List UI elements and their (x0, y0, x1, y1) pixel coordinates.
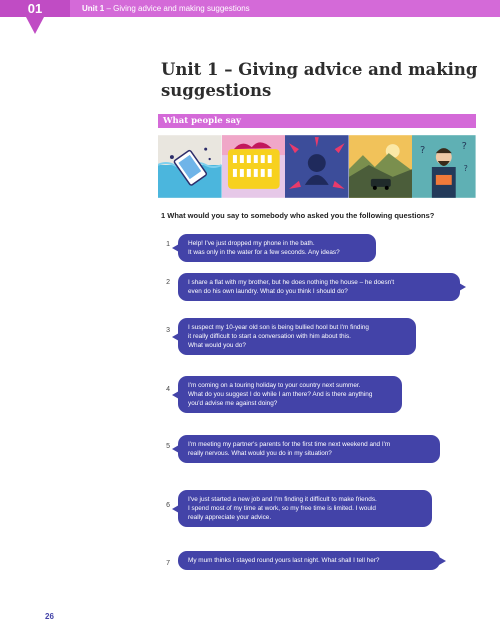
running-header-subtitle: – Giving advice and making suggestions (104, 4, 250, 13)
question-1: 1 What would you say to somebody who asked you the following questions? (161, 211, 435, 220)
running-header-unit: Unit 1 (82, 4, 105, 13)
road-trip-illustration (349, 135, 413, 198)
bubble-line: I've just started a new job and I'm finding it difficult to make friends. (188, 496, 377, 503)
section-bar (158, 114, 476, 128)
bubble-line: it really difficult to start a conversation with him about this. (188, 333, 351, 340)
bubble-tail (172, 244, 179, 252)
bubble-line: really appreciate your advice. (188, 514, 272, 521)
page-number: 26 (45, 612, 54, 621)
bubble-tail (459, 283, 466, 291)
bubble-line: you'd advise me against doing? (188, 400, 278, 407)
item-number: 6 (166, 502, 170, 509)
speech-bubble (178, 490, 432, 527)
bubble-line: I'm coming on a touring holiday to your country next summer. (188, 382, 361, 389)
bubble-line: What would you do? (188, 342, 246, 349)
bubble-tail (172, 333, 179, 341)
illustration-strip (158, 135, 476, 198)
running-header (82, 0, 250, 17)
section-label: What people say (163, 116, 241, 126)
bubble-tail (439, 557, 446, 565)
speech-bubble (178, 234, 376, 262)
bullying-illustration (285, 135, 349, 198)
svg-text:?: ? (420, 145, 426, 157)
speech-bubble (178, 318, 416, 355)
bubble-line: I share a flat with my brother, but he does nothing the house – he doesn't (188, 279, 395, 286)
item-number: 1 (166, 241, 170, 248)
chapter-number: 01 (27, 1, 43, 16)
item-number: 3 (166, 327, 170, 334)
bubble-line: I'm meeting my partner's parents for the first time next weekend and I'm (188, 441, 391, 448)
page-title: Unit 1 – Giving advice and making suggestions (161, 60, 478, 100)
bubble-line: Help! I've just dropped my phone in the bath. (188, 240, 315, 247)
item-number: 4 (166, 386, 170, 393)
phone-in-water-illustration (158, 135, 222, 198)
chapter-tab (0, 0, 70, 34)
bubble-line: really nervous. What would you do in my situation? (188, 450, 332, 457)
header-band (0, 0, 500, 17)
bubble-line: My mum thinks I stayed round yours last night. What shall I tell her? (188, 557, 380, 564)
speech-bubble (178, 376, 402, 413)
bubble-line: even do his own laundry. What do you think I should do? (188, 288, 348, 295)
bubble-tail (172, 505, 179, 513)
svg-text:?: ? (462, 141, 468, 153)
bubble-line: I spend most of my time at work, so my free time is limited. I would (188, 505, 376, 512)
bubble-line: I suspect my 10-year old son is being bullied hool but I'm finding (188, 324, 369, 331)
item-number: 5 (166, 443, 170, 450)
item-number: 2 (166, 279, 170, 286)
svg-text:?: ? (464, 163, 469, 173)
speech-bubble (178, 435, 440, 463)
laundry-basket-illustration (222, 135, 286, 198)
item-number: 7 (166, 560, 170, 567)
speech-bubble (178, 551, 440, 570)
nervous-man-illustration (412, 135, 476, 198)
bubble-line: What do you suggest I do while I am there? And is there anything (188, 391, 373, 398)
bubble-tail (172, 445, 179, 453)
bubble-line: It was only in the water for a few seconds. Any ideas? (188, 249, 340, 256)
bubble-tail (172, 391, 179, 399)
speech-bubble (178, 273, 460, 301)
